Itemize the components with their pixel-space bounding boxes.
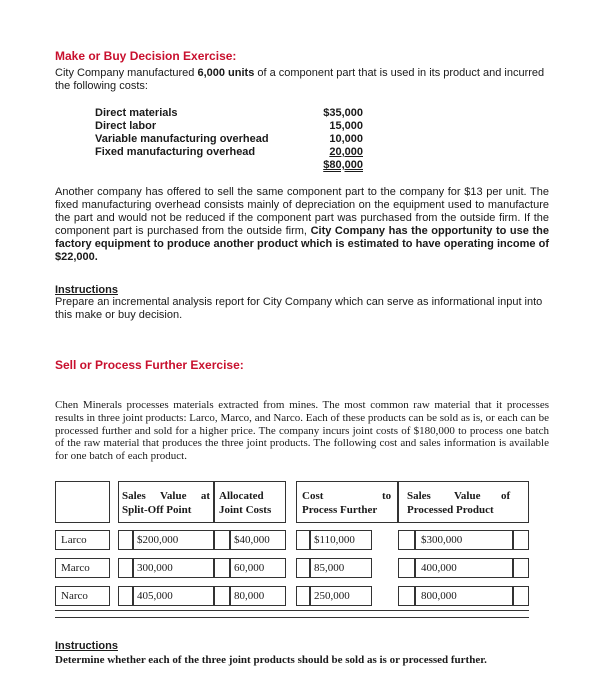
row-split-marco: 300,000 xyxy=(137,562,173,574)
cost-row-total: $80,000 xyxy=(323,159,363,171)
make-or-buy-instructions-heading: Instructions xyxy=(55,284,118,296)
row-split-narco: 405,000 xyxy=(137,590,173,602)
header-cost-line1a: Cost xyxy=(302,490,324,502)
header-sales-proc-line1b: Value xyxy=(454,490,481,502)
header-cost-line1b: to xyxy=(382,490,392,502)
make-or-buy-title: Make or Buy Decision Exercise: xyxy=(55,49,237,63)
header-allocated-line1: Allocated xyxy=(219,490,264,502)
header-sales-split-line2: Split-Off Point xyxy=(122,504,192,516)
header-sales-proc-line1c: of xyxy=(501,490,511,502)
cell-spacer xyxy=(513,530,529,550)
row-split-larco: $200,000 xyxy=(137,534,179,546)
make-or-buy-intro: City Company manufactured 6,000 units of a component part that is used in its product and incurred the following costs: xyxy=(55,67,545,92)
cell-spacer xyxy=(296,558,310,578)
cost-row-direct-labor: Direct labor 15,000 xyxy=(95,120,363,132)
row-allocated-narco: 80,000 xyxy=(234,590,265,602)
row-product-marco: Marco xyxy=(61,562,90,574)
header-blank xyxy=(55,481,110,523)
cell-spacer xyxy=(398,586,415,606)
row-further-marco: 85,000 xyxy=(314,562,345,574)
sell-or-process-instructions-text: Determine whether each of the three joint products should be sold as is or processed further. xyxy=(55,654,487,666)
row-product-larco: Larco xyxy=(61,534,87,546)
cost-row-variable-overhead: Variable manufacturing overhead 10,000 xyxy=(95,133,363,145)
cost-table xyxy=(95,107,363,172)
sell-or-process-title: Sell or Process Further Exercise: xyxy=(55,358,244,372)
cell-spacer xyxy=(398,530,415,550)
cell-spacer xyxy=(214,530,230,550)
cost-row-fixed-overhead: Fixed manufacturing overhead 20,000 xyxy=(95,146,363,158)
cell-spacer xyxy=(118,530,133,550)
cell-spacer xyxy=(296,530,310,550)
row-allocated-marco: 60,000 xyxy=(234,562,265,574)
row-allocated-larco: $40,000 xyxy=(234,534,270,546)
cell-spacer xyxy=(296,586,310,606)
sell-or-process-instructions-heading: Instructions xyxy=(55,640,118,652)
cell-spacer xyxy=(513,586,529,606)
make-or-buy-instructions-text: Prepare an incremental analysis report for City Company which can serve as informational input into this make or buy decision. xyxy=(55,296,543,321)
header-allocated-line2: Joint Costs xyxy=(219,504,272,516)
table-bottom-rule xyxy=(55,610,529,618)
row-further-larco: $110,000 xyxy=(314,534,355,546)
offer-paragraph: Another company has offered to sell the same component part to the company for $13 per unit. The fixed manufacturing overhead consists mainly of depreciation on the equipment used to manufacture the part and would not be reduced if the component part was purchased from the outside firm. If the component part is purchased from the outside firm, City Company has the opportunity to use the factory equipment to produce another product which is estimated to have operating income of $22,000. xyxy=(55,186,549,263)
row-processed-narco: 800,000 xyxy=(421,590,457,602)
header-sales-split-line1: Sales Value at xyxy=(122,490,210,502)
cell-spacer xyxy=(398,558,415,578)
chen-paragraph: Chen Minerals processes materials extracted from mines. The most common raw material that it processes results in three joint products: Larco, Marco, and Narco. Each of these products can be sold as is, or each can be processed further and sold for a higher price. The company incurs joint costs of $180,000 to process one batch of the raw material that produces the three joint products. The following cost and sales information is available for one batch of each product. xyxy=(55,399,549,463)
cost-row-direct-materials: Direct materials $35,000 xyxy=(95,107,363,119)
header-sales-proc-line2: Processed Product xyxy=(407,504,494,516)
header-cost-line2: Process Further xyxy=(302,504,378,516)
row-product-narco: Narco xyxy=(61,590,88,602)
cell-spacer xyxy=(214,586,230,606)
cell-spacer xyxy=(513,558,529,578)
row-processed-marco: 400,000 xyxy=(421,562,457,574)
row-processed-larco: $300,000 xyxy=(421,534,463,546)
cell-spacer xyxy=(118,558,133,578)
cell-spacer xyxy=(118,586,133,606)
cell-spacer xyxy=(214,558,230,578)
row-further-narco: 250,000 xyxy=(314,590,350,602)
header-sales-proc-line1a: Sales xyxy=(407,490,431,502)
